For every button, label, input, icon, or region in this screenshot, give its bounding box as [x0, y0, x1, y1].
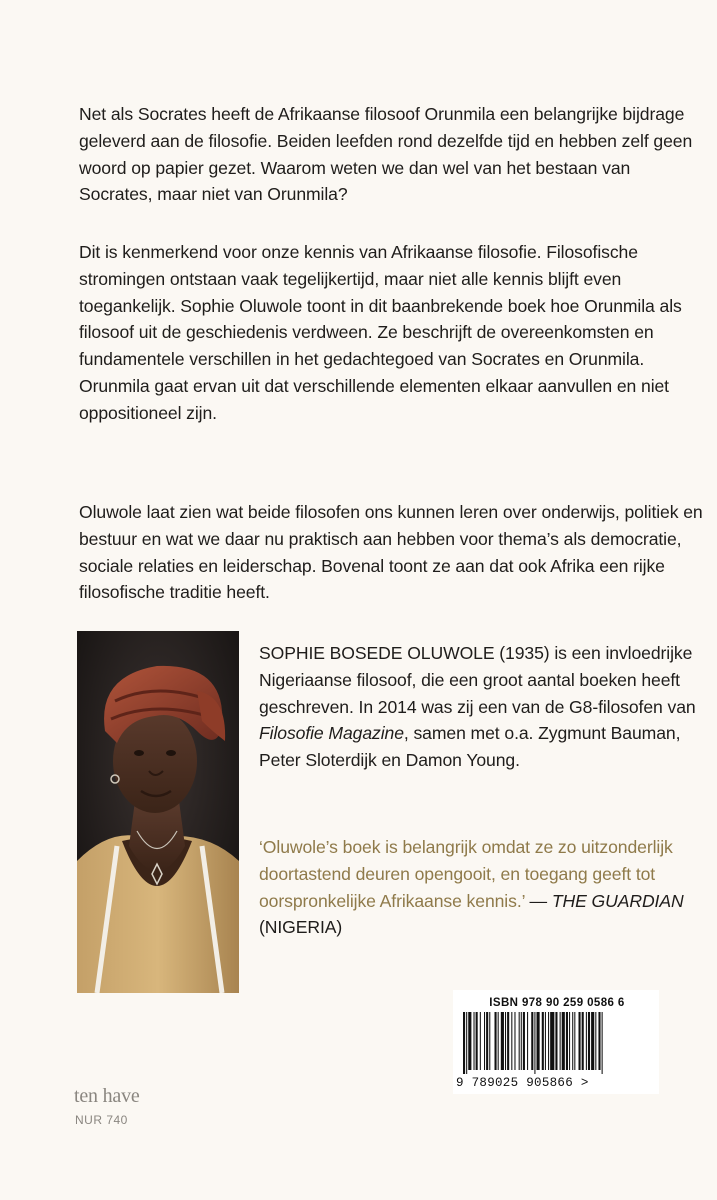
magazine-title: Filosofie Magazine [259, 723, 404, 744]
quote-text: ‘Oluwole’s boek is belangrijk omdat ze zo uitzonderlijk doortastend deuren opengooit, en toegang geeft tot oorspronkelijke Afrikaanse kennis.’ [259, 837, 673, 911]
description-paragraph-3: Oluwole laat zien wat beide filosofen ons kunnen leren over onderwijs, politiek en bestuur en wat we daar nu praktisch aan hebben voor thema’s als democratie, sociale relaties en leiderschap. Bovenal toont ze aan dat ook Afrika een rijke filosofische traditie heeft. [79, 502, 703, 603]
barcode-digits: 9 789025 905866 > [456, 1076, 589, 1090]
quote-source-country: (NIGERIA) [259, 917, 343, 938]
author-portrait [77, 631, 239, 993]
author-bio-text-end: , samen met o.a. Zygmunt Bauman, Peter Sloterdijk en Damon Young. [259, 723, 681, 771]
description-paragraph-2: Dit is kenmerkend voor onze kennis van Afrikaanse filosofie. Filosofische stromingen ontstaan vaak tegelijkertijd, maar niet alle kennis blijft even toegankelijk. Sophie Oluwole toont in dit baanbrekende boek hoe Orunmila als filosoof uit de geschiedenis verdween. Ze beschrijft de overeenkomsten en fundamentele verschillen in het gedachtegoed van Socrates en Orunmila. Orunmila gaat ervan uit dat verschillende elementen elkaar aanvullen en niet oppositioneel zijn. [79, 242, 682, 423]
quote-source: THE GUARDIAN [551, 890, 684, 911]
isbn-label: ISBN 978 90 259 0586 6 [489, 997, 625, 1009]
nur-code: NUR 740 [75, 1113, 128, 1127]
quote-dash: — [524, 890, 552, 911]
description-paragraph-1: Net als Socrates heeft de Afrikaanse filosoof Orunmila een belangrijke bijdrage geleverd aan de filosofie. Beiden leefden rond dezelfde tijd en hebben zelf geen woord op papier gezet. Waarom weten we dan wel van het bestaan van Socrates, maar niet van Orunmila? [79, 104, 693, 205]
barcode-bars [457, 1012, 647, 1074]
author-bio-text: (1935) is een invloedrijke Nigeriaanse filosoof, die een groot aantal boeken heeft geschreven. In 2014 was zij een van de G8-filosofen van [259, 643, 696, 717]
press-quote [259, 834, 704, 941]
isbn-barcode [453, 990, 659, 1094]
publisher-logo: ten have [74, 1085, 140, 1107]
author-name: SOPHIE BOSEDE OLUWOLE [259, 643, 495, 663]
author-bio [259, 640, 704, 774]
